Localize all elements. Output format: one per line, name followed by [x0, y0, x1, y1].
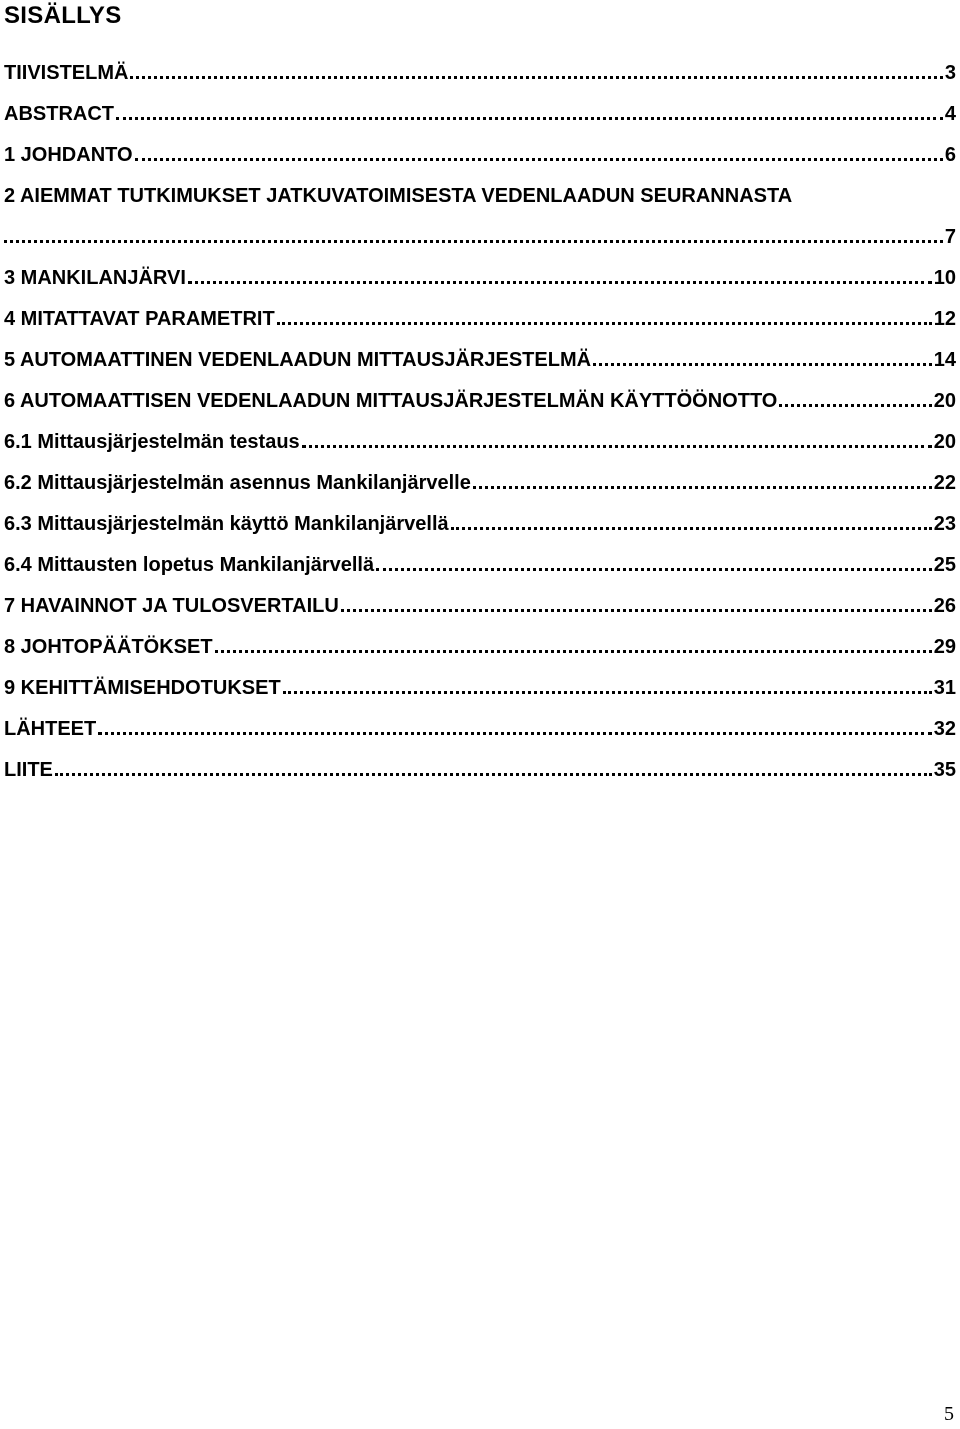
toc-entry-label: 7 HAVAINNOT JA TULOSVERTAILU [4, 595, 339, 617]
toc-entry-label: 5 AUTOMAATTINEN VEDENLAADUN MITTAUSJÄRJESTELMÄ [4, 349, 592, 371]
page-number: 5 [944, 1403, 954, 1425]
page-title: SISÄLLYS [4, 2, 122, 29]
toc-entry-page: 20 [933, 431, 956, 453]
toc-entry-tiivistelma[interactable] [4, 62, 956, 84]
dot-leader [341, 609, 932, 612]
toc-entry-continuation [4, 226, 956, 248]
toc-entry-page: 23 [933, 513, 956, 535]
toc-entry-label: 1 JOHDANTO [4, 144, 133, 166]
dot-leader [593, 363, 932, 366]
toc-entry-page: 6 [944, 144, 956, 166]
dot-leader [376, 568, 932, 571]
toc-entry-label: TIIVISTELMÄ [4, 62, 129, 84]
dot-leader [283, 691, 932, 694]
toc-entry-label: 6.4 Mittausten lopetus Mankilanjärvellä [4, 554, 375, 576]
toc-entry-label: 8 JOHTOPÄÄTÖKSET [4, 636, 213, 658]
toc-entry-page: 25 [933, 554, 956, 576]
toc-entry-havainnot[interactable] [4, 595, 956, 617]
toc-entry-page: 29 [933, 636, 956, 658]
toc-entry-6-1[interactable] [4, 431, 956, 453]
toc-entry-page: 4 [944, 103, 956, 125]
dot-leader [215, 650, 932, 653]
toc-entry-page: 31 [933, 677, 956, 699]
toc-entry-label: 6.1 Mittausjärjestelmän testaus [4, 431, 300, 453]
toc-entry-6-2[interactable] [4, 472, 956, 494]
toc-entry-page: 3 [944, 62, 956, 84]
toc-entry-johtopaatokset[interactable] [4, 636, 956, 658]
toc-entry-page: 14 [933, 349, 956, 371]
dot-leader [55, 773, 932, 776]
toc-entry-label: ABSTRACT [4, 103, 114, 125]
table-of-contents [4, 62, 956, 800]
toc-entry-page: 22 [933, 472, 956, 494]
dot-leader [116, 117, 943, 120]
dot-leader [779, 404, 931, 407]
dot-leader [130, 76, 942, 79]
toc-entry-label: 6.2 Mittausjärjestelmän asennus Mankilanjärvelle [4, 472, 471, 494]
dot-leader [135, 158, 943, 161]
dot-leader [98, 732, 932, 735]
toc-entry-label: 4 MITATTAVAT PARAMETRIT [4, 308, 275, 330]
toc-entry-page: 12 [933, 308, 956, 330]
toc-entry-johdanto[interactable] [4, 144, 956, 166]
dot-leader [302, 445, 932, 448]
toc-entry-page: 26 [933, 595, 956, 617]
toc-entry-page: 10 [933, 267, 956, 289]
toc-entry-label: 6.3 Mittausjärjestelmän käyttö Mankilanjärvellä [4, 513, 449, 535]
toc-entry-6-4[interactable] [4, 554, 956, 576]
toc-entry-label: 6 AUTOMAATTISEN VEDENLAADUN MITTAUSJÄRJESTELMÄN KÄYTTÖÖNOTTO [4, 390, 778, 412]
toc-entry-page: 32 [933, 718, 956, 740]
toc-entry-mankilanjarvi[interactable] [4, 267, 956, 289]
dot-leader [473, 486, 932, 489]
toc-entry-page: 7 [944, 226, 956, 248]
toc-entry-abstract[interactable] [4, 103, 956, 125]
toc-entry-mitattavat-parametrit[interactable] [4, 308, 956, 330]
toc-entry-label: 3 MANKILANJÄRVI [4, 267, 186, 289]
dot-leader [4, 240, 943, 243]
toc-entry-page: 35 [933, 759, 956, 781]
dot-leader [277, 322, 932, 325]
toc-entry-kehittamisehdotukset[interactable] [4, 677, 956, 699]
toc-entry-liite[interactable] [4, 759, 956, 781]
toc-entry-label: LÄHTEET [4, 718, 97, 740]
dot-leader [188, 281, 932, 284]
toc-entry-automaattinen-mittausjarjestelma[interactable] [4, 349, 956, 371]
toc-entry-aiemmat-tutkimukset[interactable] [4, 185, 956, 248]
dot-leader [451, 527, 932, 530]
toc-entry-page: 20 [933, 390, 956, 412]
toc-entry-6-3[interactable] [4, 513, 956, 535]
toc-entry-lahteet[interactable] [4, 718, 956, 740]
toc-entry-label: 9 KEHITTÄMISEHDOTUKSET [4, 677, 281, 699]
toc-entry-kayttoonotto[interactable] [4, 390, 956, 412]
toc-entry-label: LIITE [4, 759, 53, 781]
toc-entry-label: 2 AIEMMAT TUTKIMUKSET JATKUVATOIMISESTA VEDENLAADUN SEURANNASTA [4, 185, 793, 207]
